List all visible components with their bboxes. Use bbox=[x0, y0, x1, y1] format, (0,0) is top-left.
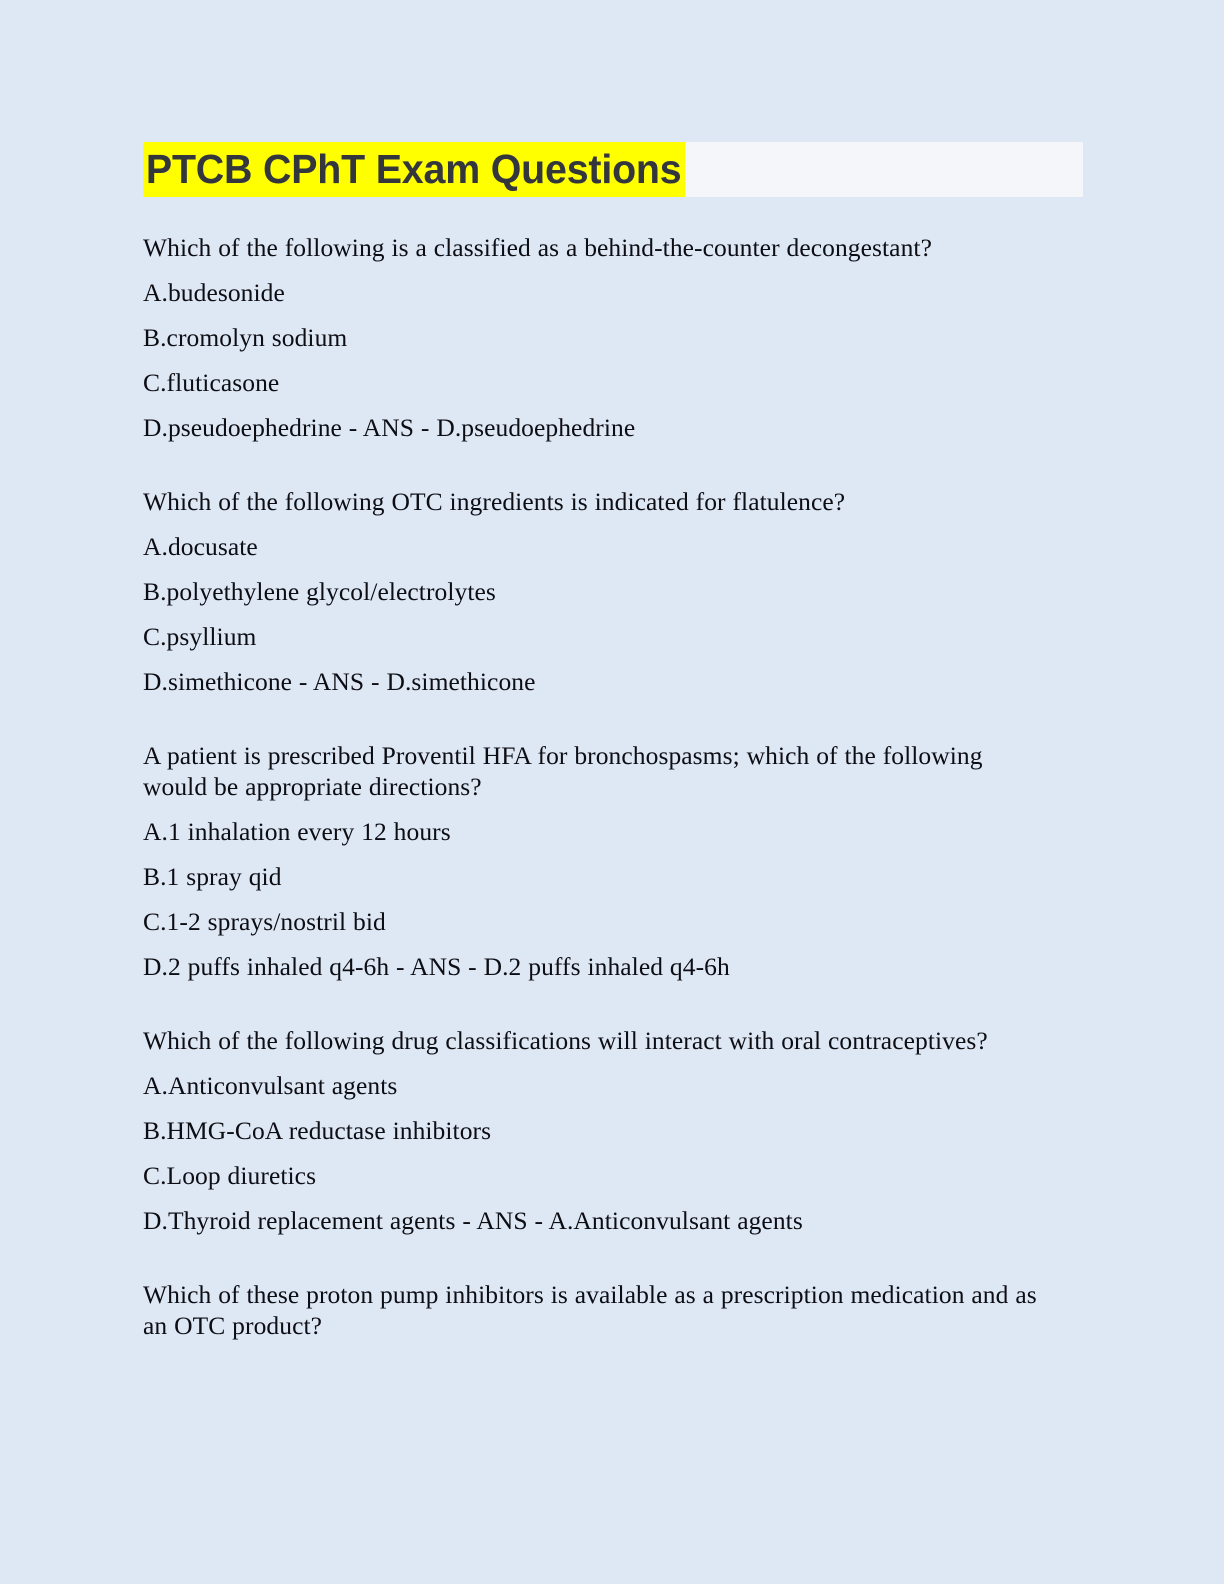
question-stem: A patient is prescribed Proventil HFA for bronchospasms; which of the following would be appropriate directions? bbox=[143, 741, 983, 801]
question-stem: Which of the following is a classified as a behind-the-counter decongestant? bbox=[143, 233, 932, 262]
question-option: C.psyllium bbox=[143, 622, 257, 651]
question-option: A.budesonide bbox=[143, 278, 285, 307]
question-option-with-answer: D.2 puffs inhaled q4-6h - ANS - D.2 puffs inhaled q4-6h bbox=[143, 952, 730, 981]
question-block-3 bbox=[143, 740, 1051, 982]
question-option: B.1 spray qid bbox=[143, 862, 282, 891]
question-option: B.cromolyn sodium bbox=[143, 323, 348, 352]
question-block-2 bbox=[143, 486, 1051, 697]
question-option-with-answer: D.simethicone - ANS - D.simethicone bbox=[143, 667, 536, 696]
question-option-with-answer: D.Thyroid replacement agents - ANS - A.Anticonvulsant agents bbox=[143, 1206, 803, 1235]
question-option: C.Loop diuretics bbox=[143, 1161, 317, 1190]
document-title-band bbox=[143, 142, 1083, 197]
questions-list bbox=[143, 232, 1051, 1355]
question-block-4 bbox=[143, 1025, 1051, 1236]
question-option: B.HMG-CoA reductase inhibitors bbox=[143, 1116, 492, 1145]
question-stem: Which of the following drug classifications will interact with oral contraceptives? bbox=[143, 1026, 988, 1055]
question-option: A.docusate bbox=[143, 532, 258, 561]
question-option: A.Anticonvulsant agents bbox=[143, 1071, 398, 1100]
question-option: A.1 inhalation every 12 hours bbox=[143, 817, 451, 846]
question-stem: Which of the following OTC ingredients is indicated for flatulence? bbox=[143, 487, 846, 516]
question-block-5 bbox=[143, 1279, 1051, 1341]
question-stem: Which of these proton pump inhibitors is available as a prescription medication and as an OTC product? bbox=[143, 1280, 1037, 1340]
question-option: C.fluticasone bbox=[143, 368, 280, 397]
question-option: B.polyethylene glycol/electrolytes bbox=[143, 577, 496, 606]
question-option: C.1-2 sprays/nostril bid bbox=[143, 907, 386, 936]
question-block-1 bbox=[143, 232, 1051, 443]
page-title: PTCB CPhT Exam Questions bbox=[143, 142, 685, 197]
question-option-with-answer: D.pseudoephedrine - ANS - D.pseudoephedrine bbox=[143, 413, 636, 442]
